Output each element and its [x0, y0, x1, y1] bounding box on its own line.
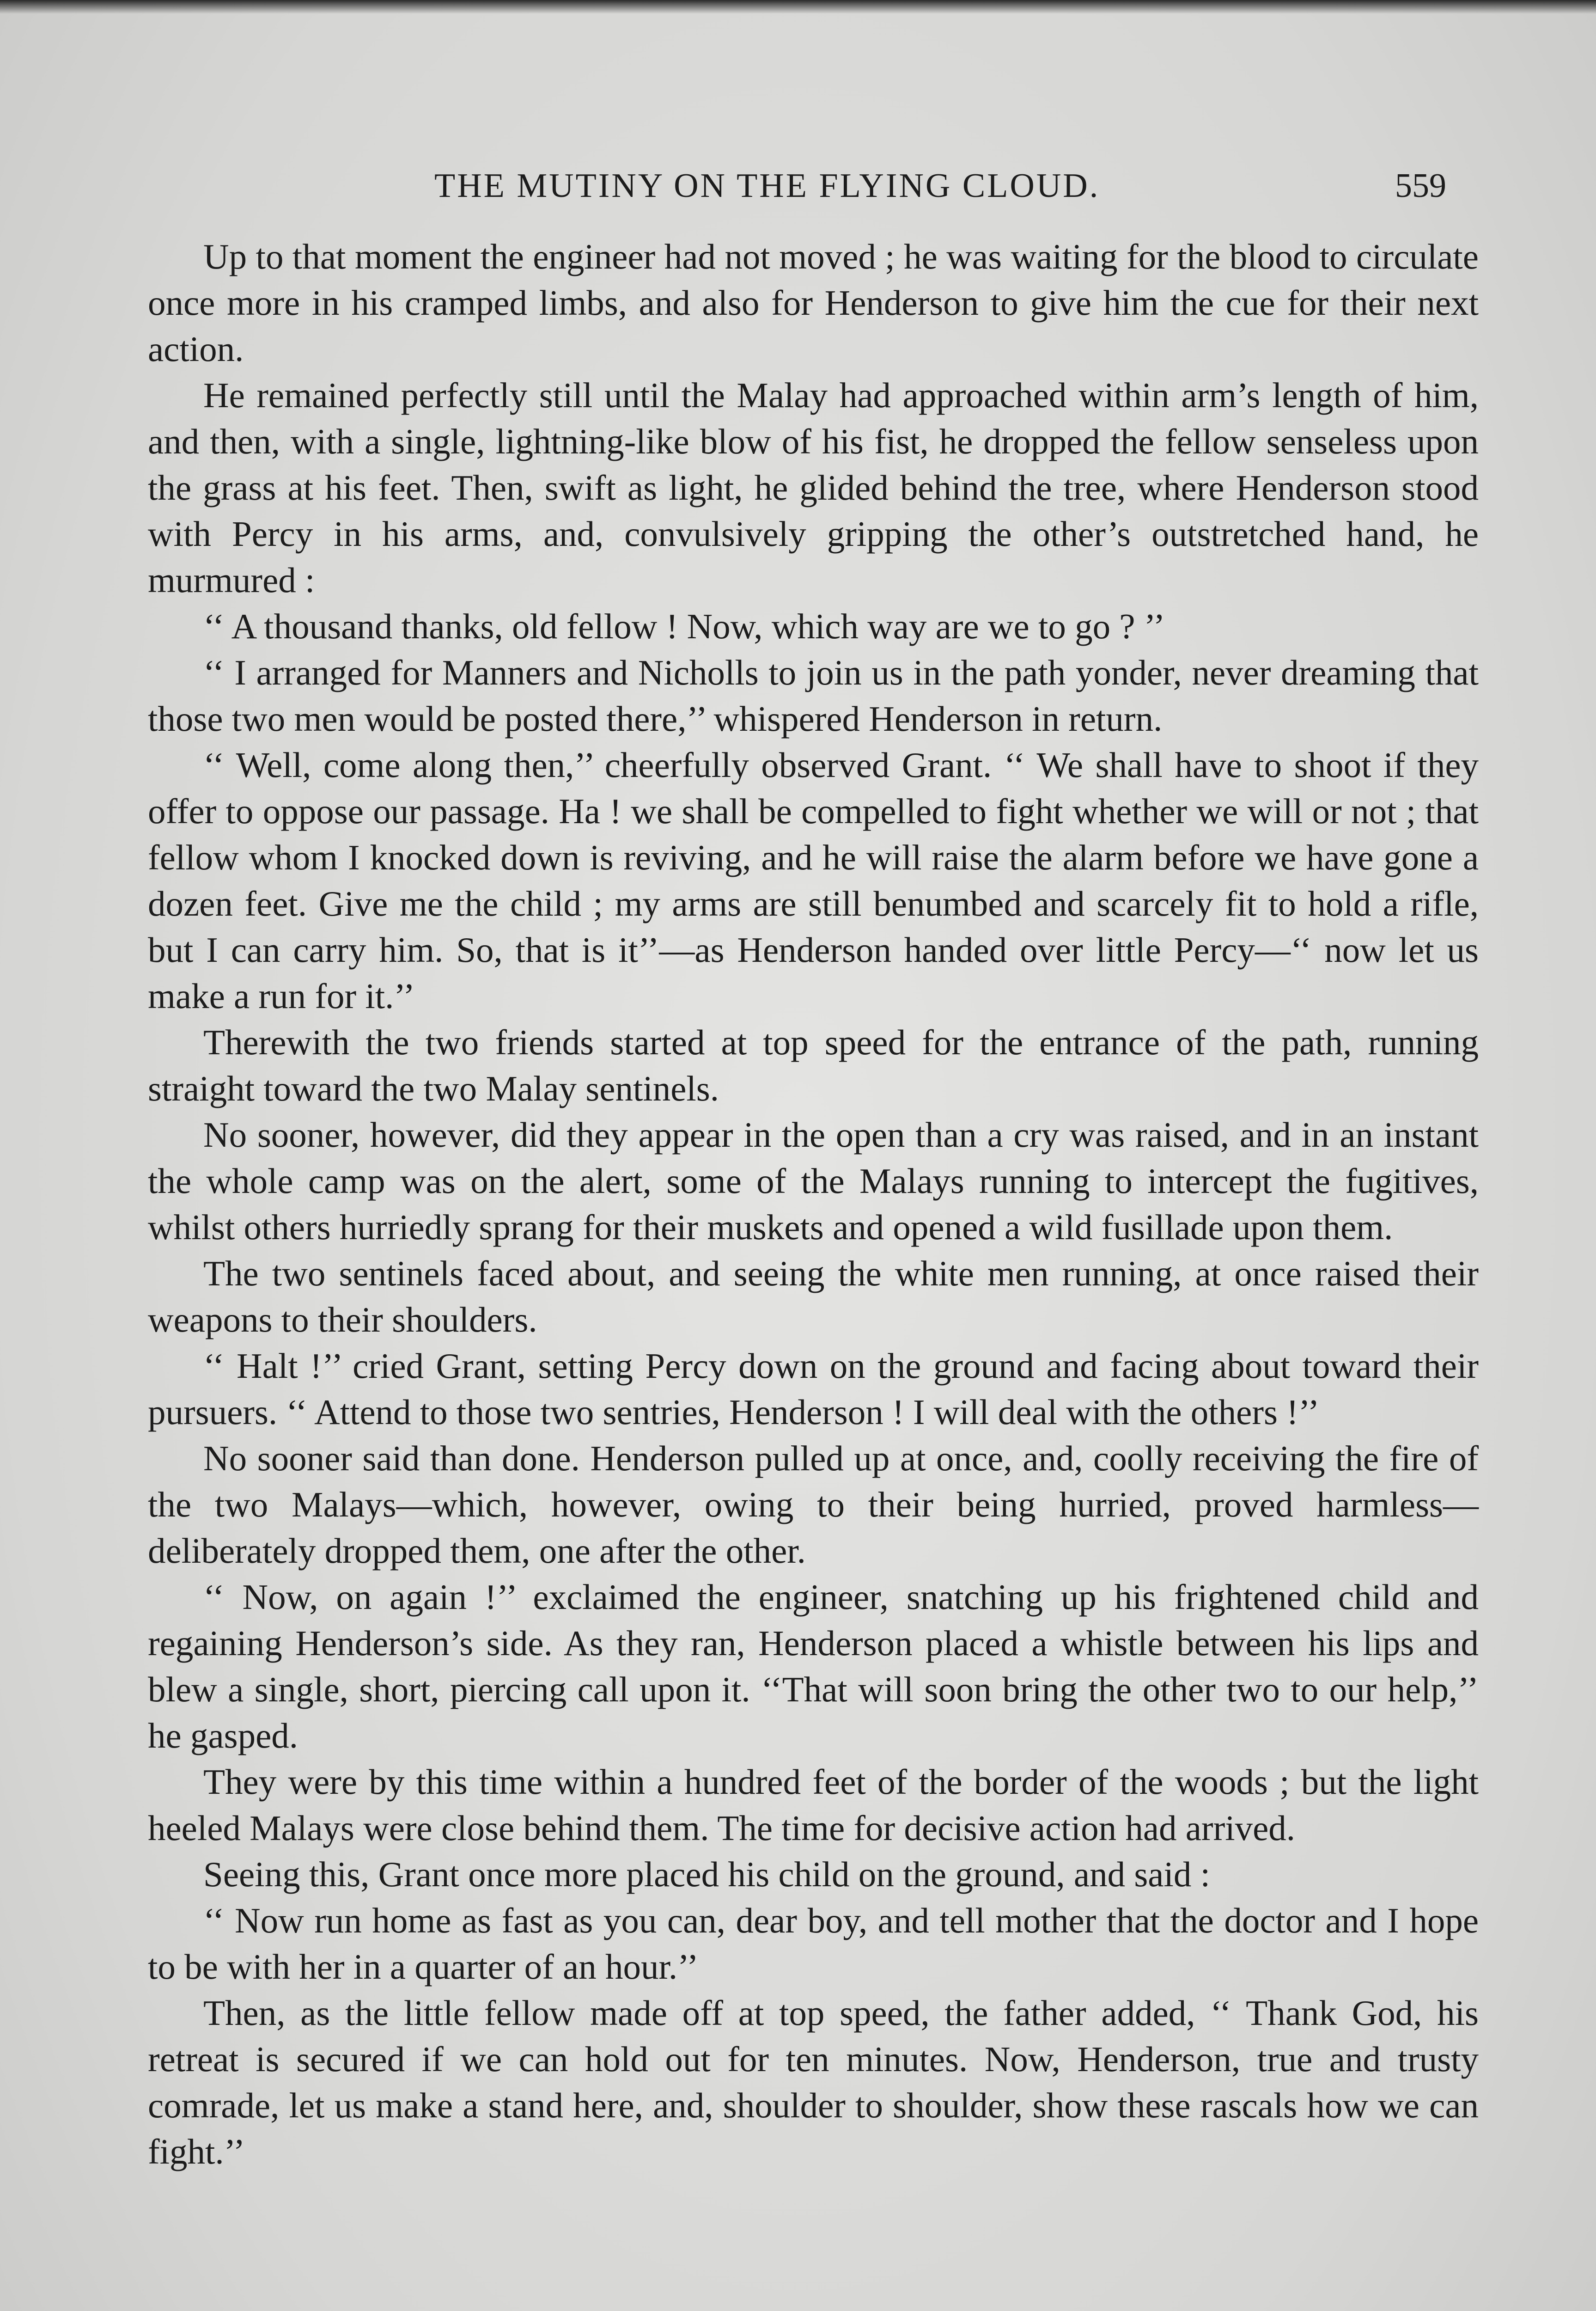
page-header [152, 166, 1446, 217]
paragraph: The two sentinels faced about, and seeing the white men running, at once raised their weapons to their shoulders. [148, 1253, 1479, 1339]
page-number: 559 [1395, 167, 1446, 205]
paragraph: ‘‘ Halt !’’ cried Grant, setting Percy down on the ground and facing about toward their pursuers. ‘‘ Attend to those two sentries, Henderson ! I will deal with the others !’’ [148, 1346, 1479, 1432]
page-top-edge [0, 0, 1596, 14]
paragraph: Seeing this, Grant once more placed his child on the ground, and said : [203, 1854, 1211, 1894]
paragraph: ‘‘ I arranged for Manners and Nicholls to join us in the path yonder, never dreaming that those two men would be posted there,’’ whispered Henderson in return. [148, 653, 1479, 739]
paragraph: He remained perfectly still until the Malay had approached within arm’s length of him, and then, with a single, lightning-like blow of his fist, he dropped the fellow senseless upon the grass at his feet. Then, swift as light, he glided behind the tree, where Henderson stood with Percy in his arms, and, convulsively gripping the other’s outstretched hand, he murmured : [148, 375, 1479, 600]
paragraph: ‘‘ Now run home as fast as you can, dear boy, and tell mother that the doctor and I hope to be with her in a quarter of an hour.’’ [148, 1901, 1479, 1987]
paragraph: Therewith the two friends started at top speed for the entrance of the path, running straight toward the two Malay sentinels. [148, 1022, 1479, 1108]
paragraph: Then, as the little fellow made off at top speed, the father added, ‘‘ Thank God, his retreat is secured if we can hold out for ten minutes. Now, Henderson, true and trusty comrade, let us make a stand here, and, shoulder to shoulder, show these rascals how we can fight.’’ [148, 1993, 1479, 2171]
paragraph: No sooner, however, did they appear in the open than a cry was raised, and in an instant the whole camp was on the alert, some of the Malays running to intercept the fugitives, whilst others hurriedly sprang for their muskets and opened a wild fusillade upon them. [148, 1115, 1479, 1247]
paragraph: ‘‘ Well, come along then,’’ cheerfully observed Grant. ‘‘ We shall have to shoot if they offer to oppose our passage. Ha ! we shall be compelled to fight whether we will or not ; that fellow whom I knocked down is reviving, and he will raise the alarm before we have gone a dozen feet. Give me the child ; my arms are still benumbed and scarcely fit to hold a rifle, but I can carry him. So, that is it’’—as Henderson handed over little Percy—‘‘ now let us make a run for it.’’ [148, 745, 1479, 1016]
paragraph: Up to that moment the engineer had not moved ; he was waiting for the blood to circulate once more in his cramped limbs, and also for Henderson to give him the cue for their next action. [148, 237, 1479, 369]
running-title: THE MUTINY ON THE FLYING CLOUD. [434, 167, 1100, 205]
paragraph: They were by this time within a hundred feet of the border of the woods ; but the light heeled Malays were close behind them. The time for decisive action had arrived. [148, 1762, 1479, 1848]
paragraph: No sooner said than done. Henderson pulled up at once, and, coolly receiving the fire of the two Malays—which, however, owing to their being hurried, proved harmless—deliberately dropped them, one after the other. [148, 1438, 1479, 1571]
paragraph: ‘‘ Now, on again !’’ exclaimed the engineer, snatching up his frightened child and regaining Henderson’s side. As they ran, Henderson placed a whistle between his lips and blew a single, short, piercing call upon it. ‘‘That will soon bring the other two to our help,’’ he gasped. [148, 1577, 1479, 1755]
paragraph: ‘‘ A thousand thanks, old fellow ! Now, which way are we to go ? ’’ [203, 606, 1165, 646]
body-text [148, 233, 1479, 2175]
